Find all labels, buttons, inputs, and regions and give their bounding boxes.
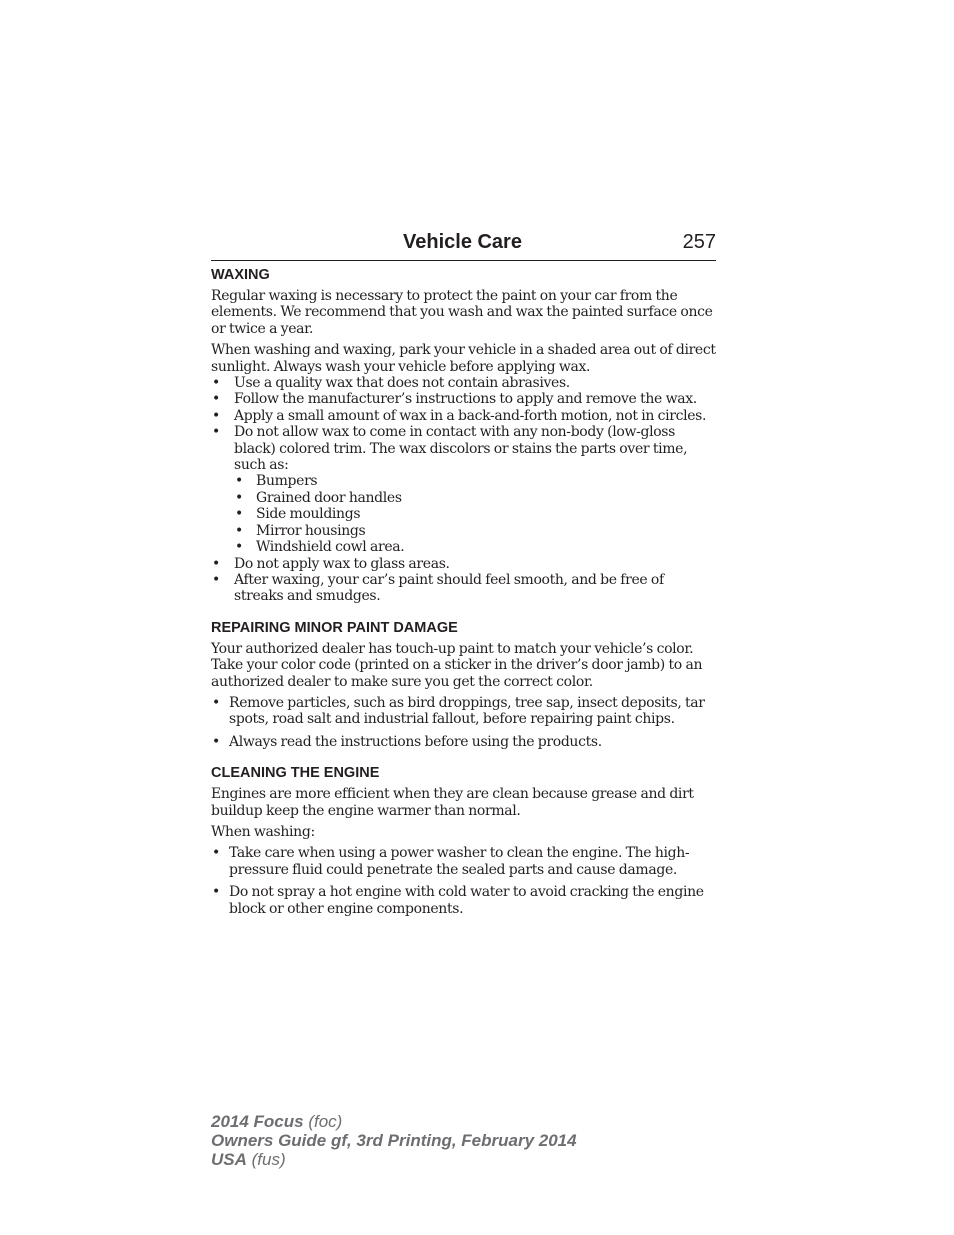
sublist-item: • Side mouldings (234, 506, 716, 522)
repairing-heading: REPAIRING MINOR PAINT DAMAGE (211, 619, 458, 636)
page-header (211, 228, 716, 261)
sublist-item: • Bumpers (234, 473, 716, 489)
page-body (211, 266, 716, 917)
list-item: • Do not apply wax to glass areas. (211, 556, 716, 572)
list-item: • Use a quality wax that does not contain abrasives. (211, 375, 716, 391)
cleaning-paragraph: Engines are more efficient when they are clean because grease and dirt buildup keep the engine warmer than normal. (211, 786, 694, 819)
sublist-item: • Mirror housings (234, 523, 716, 539)
waxing-intro-paragraph: Regular waxing is necessary to protect the paint on your car from the elements. We recommend that you wash and wax the painted surface once or twice a year. (211, 288, 713, 337)
waxing-section (211, 266, 716, 605)
sublist-item: • Grained door handles (234, 490, 716, 506)
list-item (211, 424, 716, 555)
footer-market-line (211, 1150, 577, 1169)
repairing-section (211, 619, 716, 750)
cleaning-bullet-list (211, 845, 716, 917)
list-item: • After waxing, your car’s paint should feel smooth, and be free of streaks and smudges. (211, 572, 716, 605)
cleaning-section (211, 764, 716, 917)
list-item: • Always read the instructions before using the products. (211, 734, 716, 750)
repairing-paragraph: Your authorized dealer has touch-up paint to match your vehicle’s color. Take your color code (printed on a sticker in the driver’s door jamb) to an authorized dealer to make sure you get the correct color. (211, 640, 703, 690)
cleaning-heading: CLEANING THE ENGINE (211, 765, 380, 782)
waxing-bullet-list (211, 375, 716, 605)
footer-model: 2014 Focus (211, 1112, 304, 1131)
footer-guide-line: Owners Guide gf, 3rd Printing, February 2014 (211, 1131, 577, 1150)
repairing-bullet-list (211, 695, 716, 750)
waxing-heading: WAXING (211, 267, 270, 283)
section-title: Vehicle Care (403, 231, 522, 253)
footer-model-line (211, 1112, 577, 1131)
list-item: • Apply a small amount of wax in a back-and-forth motion, not in circles. (211, 408, 716, 424)
footer-model-code: (foc) (308, 1112, 343, 1131)
footer-market-code: (fus) (251, 1150, 286, 1169)
sublist-item: • Windshield cowl area. (234, 539, 716, 555)
footer-market: USA (211, 1150, 247, 1169)
list-item-text: Do not allow wax to come in contact with any non-body (low-gloss black) colored trim. The wax discolors or stains the parts over time, such as: (234, 424, 688, 474)
page-number: 257 (682, 231, 716, 253)
document-footer (211, 1112, 577, 1169)
list-item: • Take care when using a power washer to clean the engine. The high-pressure fluid could penetrate the sealed parts and cause damage. (211, 845, 716, 878)
waxing-shade-paragraph: When washing and waxing, park your vehicle in a shaded area out of direct sunlight. Always wash your vehicle before applying wax. (211, 342, 716, 375)
list-item: • Follow the manufacturer’s instructions to apply and remove the wax. (211, 391, 716, 407)
list-item: • Remove particles, such as bird droppings, tree sap, insect deposits, tar spots, road salt and industrial fallout, before repairing paint chips. (211, 695, 716, 728)
when-washing-label: When washing: (211, 823, 315, 840)
list-item: • Do not spray a hot engine with cold water to avoid cracking the engine block or other engine components. (211, 884, 716, 917)
trim-parts-sublist (234, 473, 716, 555)
